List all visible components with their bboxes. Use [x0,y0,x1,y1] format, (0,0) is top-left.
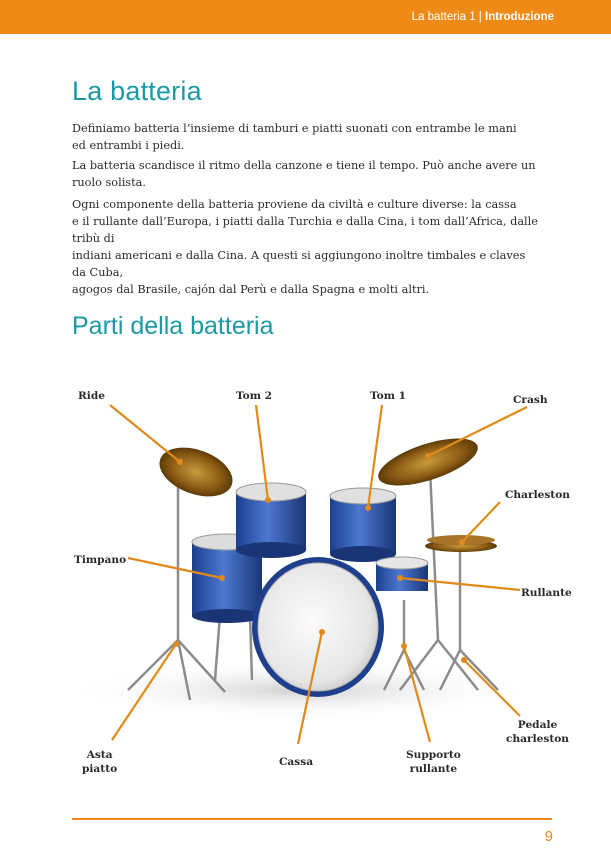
text-line: Definiamo batteria l’insieme di tamburi e piatti suonati con entrambe le mani [72,122,517,135]
label-line: rullante [409,763,458,775]
text-line: agogos dal Brasile, cajón dal Perù e dalla Spagna e molti altri. [72,283,430,296]
ride-cymbal [153,438,239,505]
tom1-head [330,488,396,504]
text-line: indiani americani e dalla Cina. A questi si aggiungono inoltre timbales e claves da Cuba, [72,249,526,279]
breadcrumb-section: La batteria 1 | [411,11,482,23]
text-line: ed entrambi i piedi. [72,139,185,152]
section-title: Parti della batteria [72,312,274,340]
label-rullante: Rullante [521,587,572,599]
label-charleston: Charleston [505,489,570,501]
text-line: e il rullante dall’Europa, i piatti dalla Turchia e dalla Cina, i tom dall’Africa, dalle tribù di [72,215,538,245]
label-line: piatto [82,763,118,775]
text-line: La batteria scandisce il ritmo della canzone e tiene il tempo. Può anche avere un [72,159,536,172]
tom2-head [236,483,306,501]
footer-divider [72,818,552,820]
tom2-bottom [236,542,306,558]
header-bar [0,0,611,34]
label-ride: Ride [78,390,105,402]
label-line: Asta [86,749,113,761]
label-cassa: Cassa [279,756,314,768]
breadcrumb-chapter: Introduzione [485,11,554,23]
page-title: La batteria [72,76,202,106]
label-line: Supporto [406,749,461,761]
snare-head [376,557,428,569]
tom1-shell [330,496,396,554]
crash-cymbal [373,429,483,495]
paragraph-origins [72,196,542,298]
label-timpano: Timpano [74,554,127,566]
text-line: Ogni componente della batteria proviene da civiltà e culture diverse: la cassa [72,198,517,211]
label-pedale-charleston [506,718,569,746]
label-tom1: Tom 1 [370,390,407,402]
label-line: Pedale [517,719,558,731]
label-asta-piatto [82,748,117,776]
breadcrumb [412,11,554,23]
text-line: ruolo solista. [72,176,146,189]
bass-drum-head [258,563,378,691]
label-line: charleston [506,733,569,745]
page-number: 9 [544,828,553,845]
label-tom2: Tom 2 [236,390,273,402]
floor-tom-bottom [192,609,262,623]
paragraph-definition [72,120,542,154]
paragraph-role [72,157,542,191]
label-supporto-rullante [406,748,461,776]
label-crash: Crash [513,394,548,406]
drum-kit-illustration [0,360,611,780]
